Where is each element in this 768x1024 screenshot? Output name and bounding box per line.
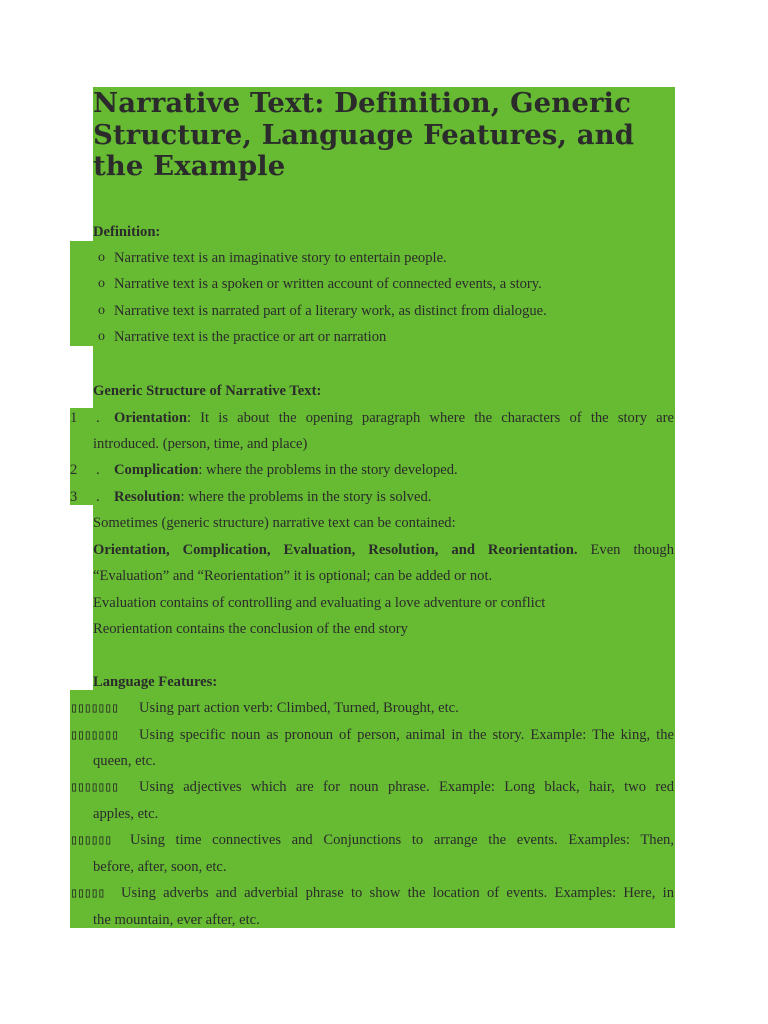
definition-item: Narrative text is narrated part of a literary work, as distinct from dialogue. (114, 303, 547, 319)
language-item: Using part action verb: Climbed, Turned, Brought, etc. (139, 700, 459, 716)
language-item: Using adverbs and adverbial phrase to show the location of events. Examples: Here, in (121, 885, 674, 901)
definition-item: Narrative text is a spoken or written account of connected events, a story. (114, 276, 542, 292)
language-heading: Language Features: (93, 674, 218, 690)
bullet-marker: o (98, 276, 105, 291)
bullet-marker: o (98, 303, 105, 318)
page-title: Narrative Text: Definition, Generic Structure, Language Features, and the Example (93, 87, 635, 182)
structure-elements (93, 540, 674, 560)
bullet-marker: o (98, 329, 105, 344)
language-item: Using specific noun as pronoun of person, animal in the story. Example: The king, the (139, 727, 674, 743)
language-item-continuation: queen, etc. (93, 753, 156, 769)
structure-elements-bold: Orientation, Complication, Evaluation, Resolution, and Reorientation. (93, 542, 578, 558)
language-item-continuation: before, after, soon, etc. (93, 859, 227, 875)
definition-item: Narrative text is the practice or art or narration (114, 329, 387, 345)
structure-heading: Generic Structure of Narrative Text: (93, 383, 322, 399)
missing-glyph-marker: ▯▯▯▯▯▯▯ (70, 779, 118, 795)
language-item: Using adjectives which are for noun phrase. Example: Long black, hair, two red (139, 779, 674, 795)
list-number: 3 (70, 489, 78, 505)
language-item-continuation: the mountain, ever after, etc. (93, 912, 260, 928)
list-dot: . (96, 462, 100, 478)
missing-glyph-marker: ▯▯▯▯▯▯▯ (70, 727, 118, 743)
structure-term: Orientation (114, 410, 187, 426)
missing-glyph-marker: ▯▯▯▯▯ (70, 885, 105, 901)
structure-text: : where the problems in the story developed. (198, 462, 458, 478)
definition-item: Narrative text is an imaginative story to entertain people. (114, 250, 447, 266)
structure-note: Sometimes (generic structure) narrative text can be contained: (93, 515, 456, 531)
structure-text: : where the problems in the story is solved. (180, 489, 432, 505)
list-number: 1 (70, 410, 78, 426)
structure-term: Resolution (114, 489, 181, 505)
language-item-continuation: apples, etc. (93, 806, 159, 822)
structure-item-resolution (114, 487, 431, 507)
structure-item-orientation (114, 408, 674, 428)
structure-item-continuation: introduced. (person, time, and place) (93, 436, 308, 452)
structure-optional-note: “Evaluation” and “Reorientation” it is optional; can be added or not. (93, 568, 493, 584)
language-item: Using time connectives and Conjunctions to arrange the events. Examples: Then, (130, 832, 674, 848)
definition-heading: Definition: (93, 224, 161, 240)
structure-item-complication (114, 460, 458, 480)
reorientation-note: Reorientation contains the conclusion of the end story (93, 621, 408, 637)
evaluation-note: Evaluation contains of controlling and evaluating a love adventure or conflict (93, 595, 546, 611)
list-number: 2 (70, 462, 78, 478)
structure-elements-rest: Even though (577, 542, 674, 558)
structure-term: Complication (114, 462, 199, 478)
missing-glyph-marker: ▯▯▯▯▯▯ (70, 832, 111, 848)
missing-glyph-marker: ▯▯▯▯▯▯▯ (70, 700, 118, 716)
structure-text: : It is about the opening paragraph where the characters of the story are (186, 410, 674, 426)
list-dot: . (96, 489, 100, 505)
bullet-marker: o (98, 250, 105, 265)
list-dot: . (96, 410, 100, 426)
